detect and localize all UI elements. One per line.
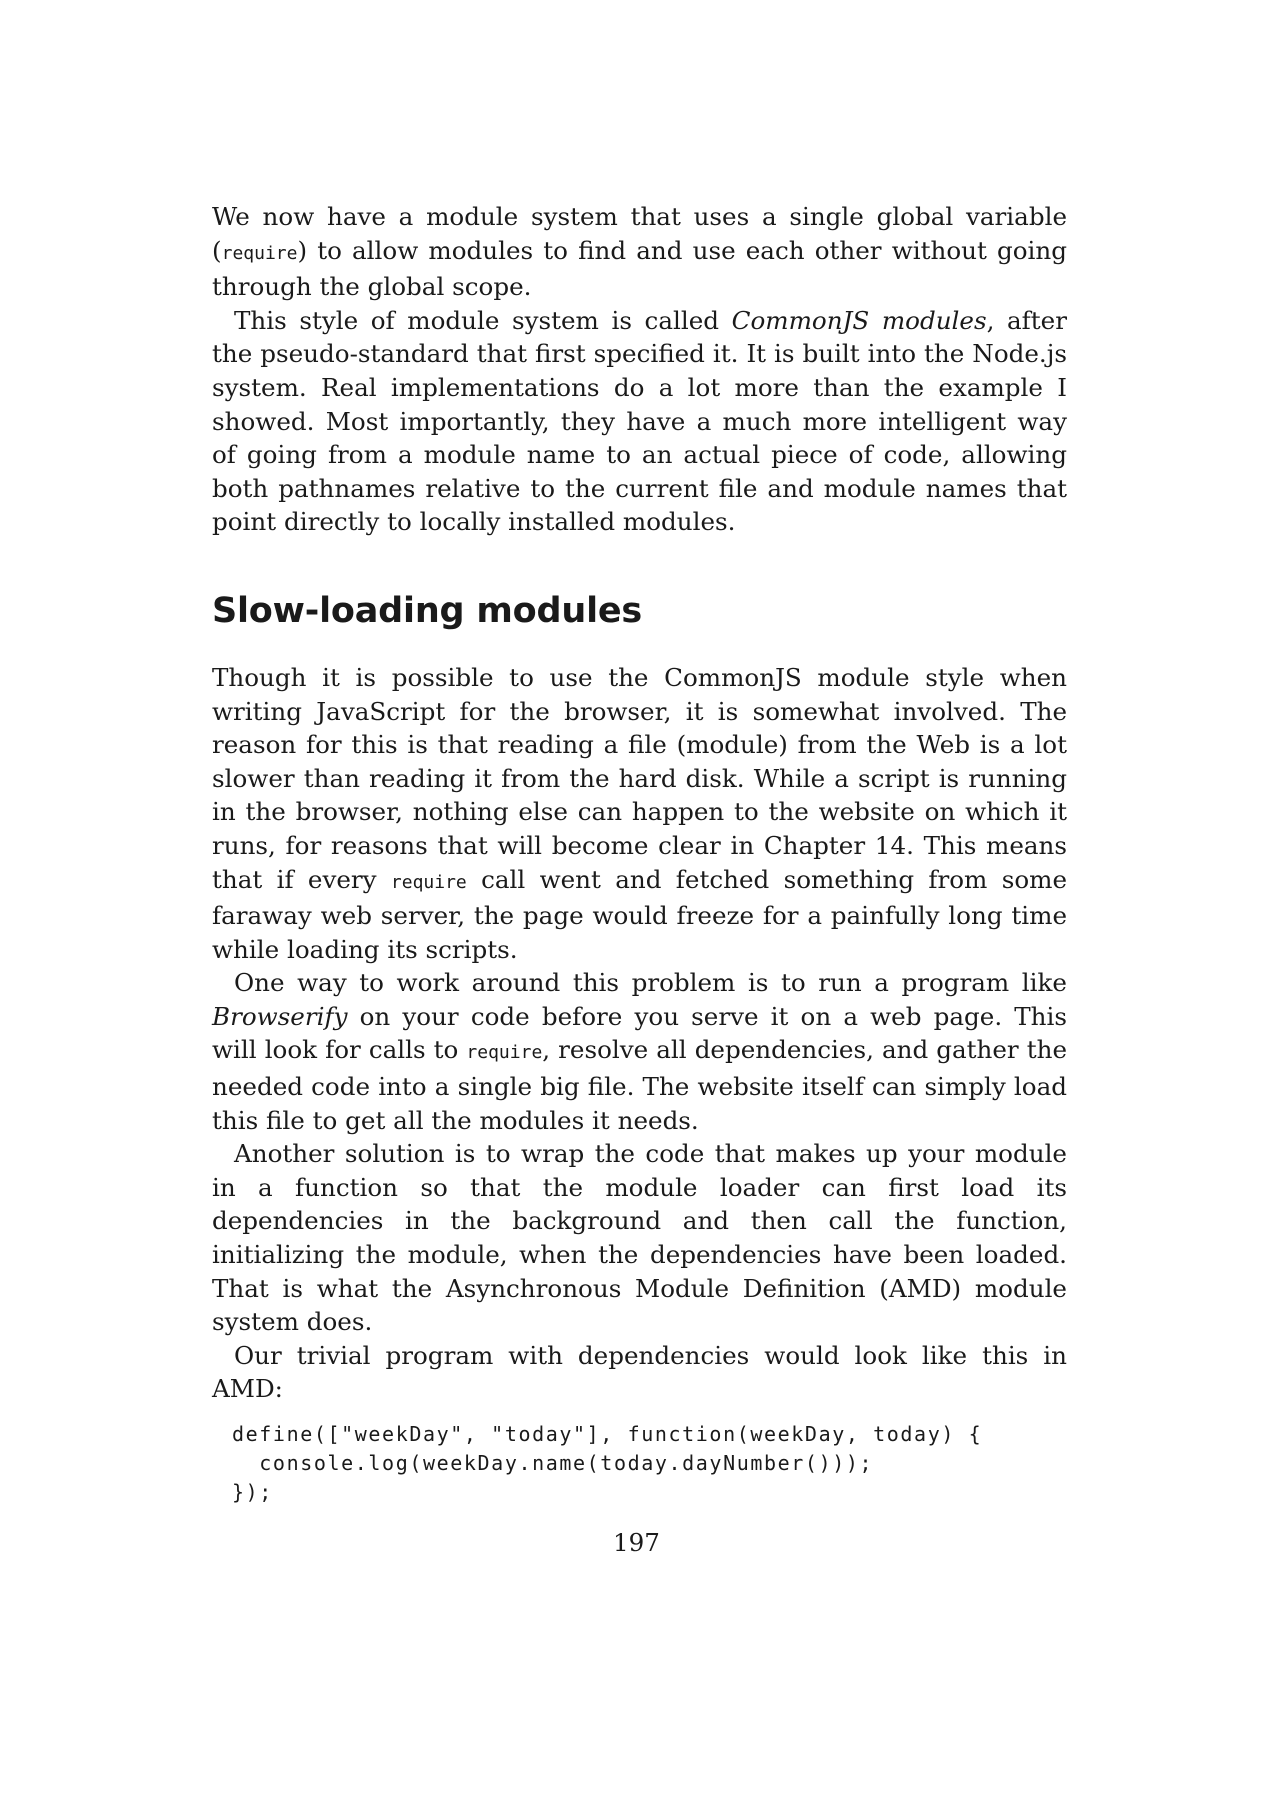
- inline-code-require: require: [466, 1042, 543, 1064]
- paragraph-commonjs: [212, 304, 1067, 539]
- section-heading: Slow-loading modules: [212, 590, 643, 631]
- paragraph-browser-loading: [212, 661, 1067, 966]
- paragraph-module-system: [212, 200, 1067, 304]
- paragraph-text: We now have a module system that uses a single global variable (: [212, 202, 1067, 265]
- code-block-amd-example: [232, 1420, 1067, 1507]
- code-line: });: [232, 1480, 273, 1504]
- page-number: 197: [613, 1528, 660, 1557]
- paragraph-text: Though it is possible to use the CommonJS module style when writing JavaScript for the browser, it is somewhat involved. The reason for this is that reading a file (module) from the Web is a lot slower than reading it from the hard disk. While a script is running in the browser, nothing else can happen to the website on which it runs, for reasons that will become clear in Chapter 14. This means that if every: [212, 662, 1067, 894]
- paragraph-text: call went and fetched something from some faraway web server, the page would freeze for a painfully long time while loading its scripts.: [212, 864, 1068, 964]
- paragraph-amd: Another solution is to wrap the code that makes up your module in a function so that the module loader can first load its dependencies in the background and then call the function, initializing the module, when the dependencies have been loaded. That is what the Asynchronous Module Definition (AMD) module system does.: [212, 1139, 1067, 1337]
- paragraph-text: , after the pseudo-standard that first specified it. It is built into the Node.js system. Real implementations do a lot more than the example I showed. Most importantly, they have a much more intelligent way of going from a module name to an actual piece of code, allowing both pathnames relative to the current file and module names that point directly to locally installed modules.: [212, 305, 1067, 537]
- inline-code-require: require: [221, 242, 298, 264]
- paragraph-text: on your code before you serve it on a web page. This will look for calls to: [212, 1001, 1067, 1065]
- paragraph-text: This style of module system is called: [234, 305, 732, 335]
- emphasis-browserify: Browserify: [212, 1001, 348, 1031]
- inline-code-require: require: [390, 871, 467, 893]
- code-line: console.log(weekDay.name(today.dayNumber()));: [232, 1451, 874, 1475]
- emphasis-commonjs-modules: CommonJS modules: [731, 305, 987, 335]
- page-content: [212, 200, 1067, 1507]
- paragraph-text: ) to allow modules to find and use each other without going through the global scope.: [212, 235, 1067, 302]
- paragraph-browserify: [212, 966, 1067, 1137]
- code-line: define(["weekDay", "today"], function(weekDay, today) {: [232, 1422, 983, 1446]
- paragraph-text: , resolve all dependencies, and gather the needed code into a single big file. The website itself can simply load this file to get all the modules it needs.: [212, 1035, 1067, 1135]
- paragraph-text: One way to work around this problem is to run a program like: [234, 968, 1067, 998]
- paragraph-amd-example-intro: Our trivial program with dependencies would look like this in AMD:: [212, 1340, 1067, 1404]
